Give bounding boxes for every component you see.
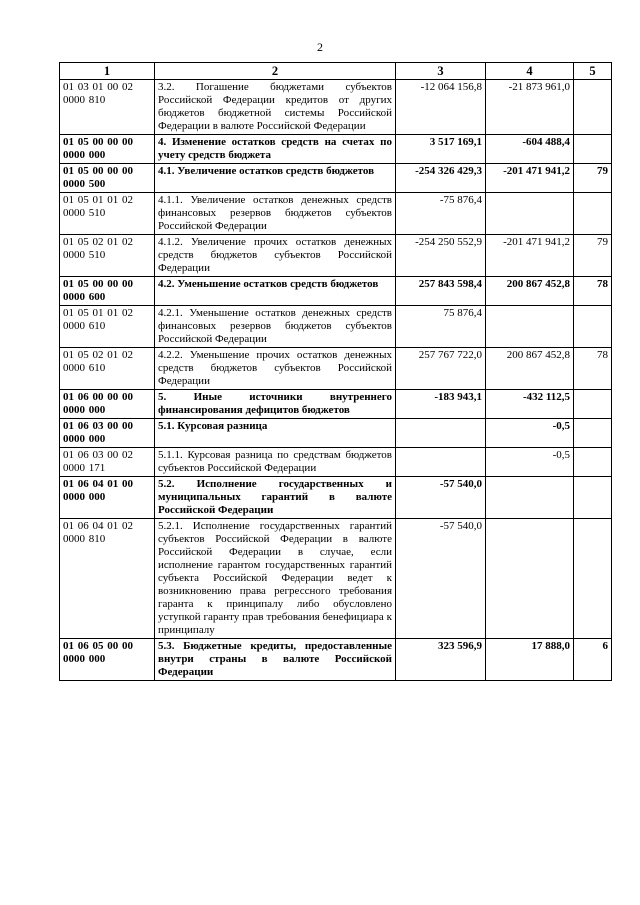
row-actual-value: 17 888,0 [486, 639, 574, 681]
row-name-cell: 4.1. Увеличение остатков средств бюджетов [155, 164, 396, 193]
row-percent-value: 6 [574, 639, 612, 681]
row-code-cell: 01 06 04 01 02 0000 810 [60, 519, 155, 639]
row-name-cell: 4.2.2. Уменьшение прочих остатков денежных средств бюджетов субъектов Российской Федерации [155, 348, 396, 390]
row-plan-value: 3 517 169,1 [396, 135, 486, 164]
table-row [60, 477, 612, 519]
row-name-cell: 5.1.1. Курсовая разница по средствам бюджетов субъектов Российской Федерации [155, 448, 396, 477]
row-actual-value [486, 306, 574, 348]
row-code-cell: 01 05 00 00 00 0000 000 [60, 135, 155, 164]
row-plan-value: 257 843 598,4 [396, 277, 486, 306]
row-actual-value: -432 112,5 [486, 390, 574, 419]
row-percent-value [574, 477, 612, 519]
table-row [60, 519, 612, 639]
table-row [60, 306, 612, 348]
column-header-name: 2 [155, 63, 396, 80]
row-name-cell: 4. Изменение остатков средств на счетах по учету средств бюджета [155, 135, 396, 164]
row-code-cell: 01 05 01 01 02 0000 610 [60, 306, 155, 348]
table-row [60, 80, 612, 135]
row-actual-value [486, 477, 574, 519]
row-percent-value: 78 [574, 277, 612, 306]
row-code-cell: 01 06 03 00 02 0000 171 [60, 448, 155, 477]
row-name-cell: 4.1.1. Увеличение остатков денежных средств финансовых резервов бюджетов субъектов Российской Федерации [155, 193, 396, 235]
table-row [60, 277, 612, 306]
row-percent-value [574, 419, 612, 448]
row-percent-value [574, 193, 612, 235]
table-row [60, 390, 612, 419]
row-percent-value: 79 [574, 164, 612, 193]
row-actual-value [486, 519, 574, 639]
row-code-cell: 01 05 00 00 00 0000 500 [60, 164, 155, 193]
row-actual-value: -21 873 961,0 [486, 80, 574, 135]
row-plan-value: -12 064 156,8 [396, 80, 486, 135]
row-name-cell: 3.2. Погашение бюджетами субъектов Российской Федерации кредитов от других бюджетов бюджетной системы Российской Федерации в валюте Российской Федерации [155, 80, 396, 135]
row-percent-value: 78 [574, 348, 612, 390]
row-actual-value: -201 471 941,2 [486, 164, 574, 193]
row-name-cell: 4.1.2. Увеличение прочих остатков денежных средств бюджетов субъектов Российской Федерации [155, 235, 396, 277]
row-code-cell: 01 05 02 01 02 0000 610 [60, 348, 155, 390]
row-percent-value: 79 [574, 235, 612, 277]
row-name-cell: 5.1. Курсовая разница [155, 419, 396, 448]
row-plan-value: -254 326 429,3 [396, 164, 486, 193]
column-header-plan: 3 [396, 63, 486, 80]
row-percent-value [574, 390, 612, 419]
row-code-cell: 01 06 05 00 00 0000 000 [60, 639, 155, 681]
table-row [60, 193, 612, 235]
table-row [60, 235, 612, 277]
row-code-cell: 01 05 00 00 00 0000 600 [60, 277, 155, 306]
row-percent-value [574, 80, 612, 135]
row-percent-value [574, 306, 612, 348]
row-name-cell: 4.2. Уменьшение остатков средств бюджетов [155, 277, 396, 306]
row-plan-value: 257 767 722,0 [396, 348, 486, 390]
column-header-actual: 4 [486, 63, 574, 80]
row-plan-value [396, 448, 486, 477]
row-actual-value: -0,5 [486, 448, 574, 477]
row-percent-value [574, 519, 612, 639]
budget-sources-table [59, 62, 612, 681]
row-actual-value: -0,5 [486, 419, 574, 448]
row-plan-value: 75 876,4 [396, 306, 486, 348]
column-header-code: 1 [60, 63, 155, 80]
row-actual-value: -201 471 941,2 [486, 235, 574, 277]
table-header-row [60, 63, 612, 80]
table-row [60, 164, 612, 193]
row-code-cell: 01 06 03 00 00 0000 000 [60, 419, 155, 448]
row-plan-value: -183 943,1 [396, 390, 486, 419]
row-percent-value [574, 135, 612, 164]
row-actual-value: 200 867 452,8 [486, 277, 574, 306]
page-number: 2 [317, 40, 323, 54]
row-code-cell: 01 05 02 01 02 0000 510 [60, 235, 155, 277]
row-plan-value: -254 250 552,9 [396, 235, 486, 277]
row-plan-value: -75 876,4 [396, 193, 486, 235]
row-name-cell: 5.2. Исполнение государственных и муниципальных гарантий в валюте Российской Федерации [155, 477, 396, 519]
table-row [60, 639, 612, 681]
row-percent-value [574, 448, 612, 477]
row-name-cell: 4.2.1. Уменьшение остатков денежных средств финансовых резервов бюджетов субъектов Российской Федерации [155, 306, 396, 348]
row-actual-value: 200 867 452,8 [486, 348, 574, 390]
row-name-cell: 5. Иные источники внутреннего финансирования дефицитов бюджетов [155, 390, 396, 419]
table-row [60, 448, 612, 477]
row-plan-value: 323 596,9 [396, 639, 486, 681]
row-plan-value: -57 540,0 [396, 519, 486, 639]
row-name-cell: 5.2.1. Исполнение государственных гарантий субъектов Российской Федерации в валюте Российской Федерации в случае, если исполнение гарантом государственных гарантий субъекта Российской Федерации ведет к возникновению права регрессного требования гаранта к принципалу либо обусловлено уступкой гаранту прав требования бенефициара к принципалу [155, 519, 396, 639]
row-name-cell: 5.3. Бюджетные кредиты, предоставленные внутри страны в валюте Российской Федерации [155, 639, 396, 681]
row-actual-value: -604 488,4 [486, 135, 574, 164]
row-code-cell: 01 05 01 01 02 0000 510 [60, 193, 155, 235]
row-plan-value [396, 419, 486, 448]
column-header-percent: 5 [574, 63, 612, 80]
row-code-cell: 01 03 01 00 02 0000 810 [60, 80, 155, 135]
row-code-cell: 01 06 04 01 00 0000 000 [60, 477, 155, 519]
table-row [60, 135, 612, 164]
row-actual-value [486, 193, 574, 235]
row-code-cell: 01 06 00 00 00 0000 000 [60, 390, 155, 419]
row-plan-value: -57 540,0 [396, 477, 486, 519]
table-row [60, 348, 612, 390]
table-row [60, 419, 612, 448]
